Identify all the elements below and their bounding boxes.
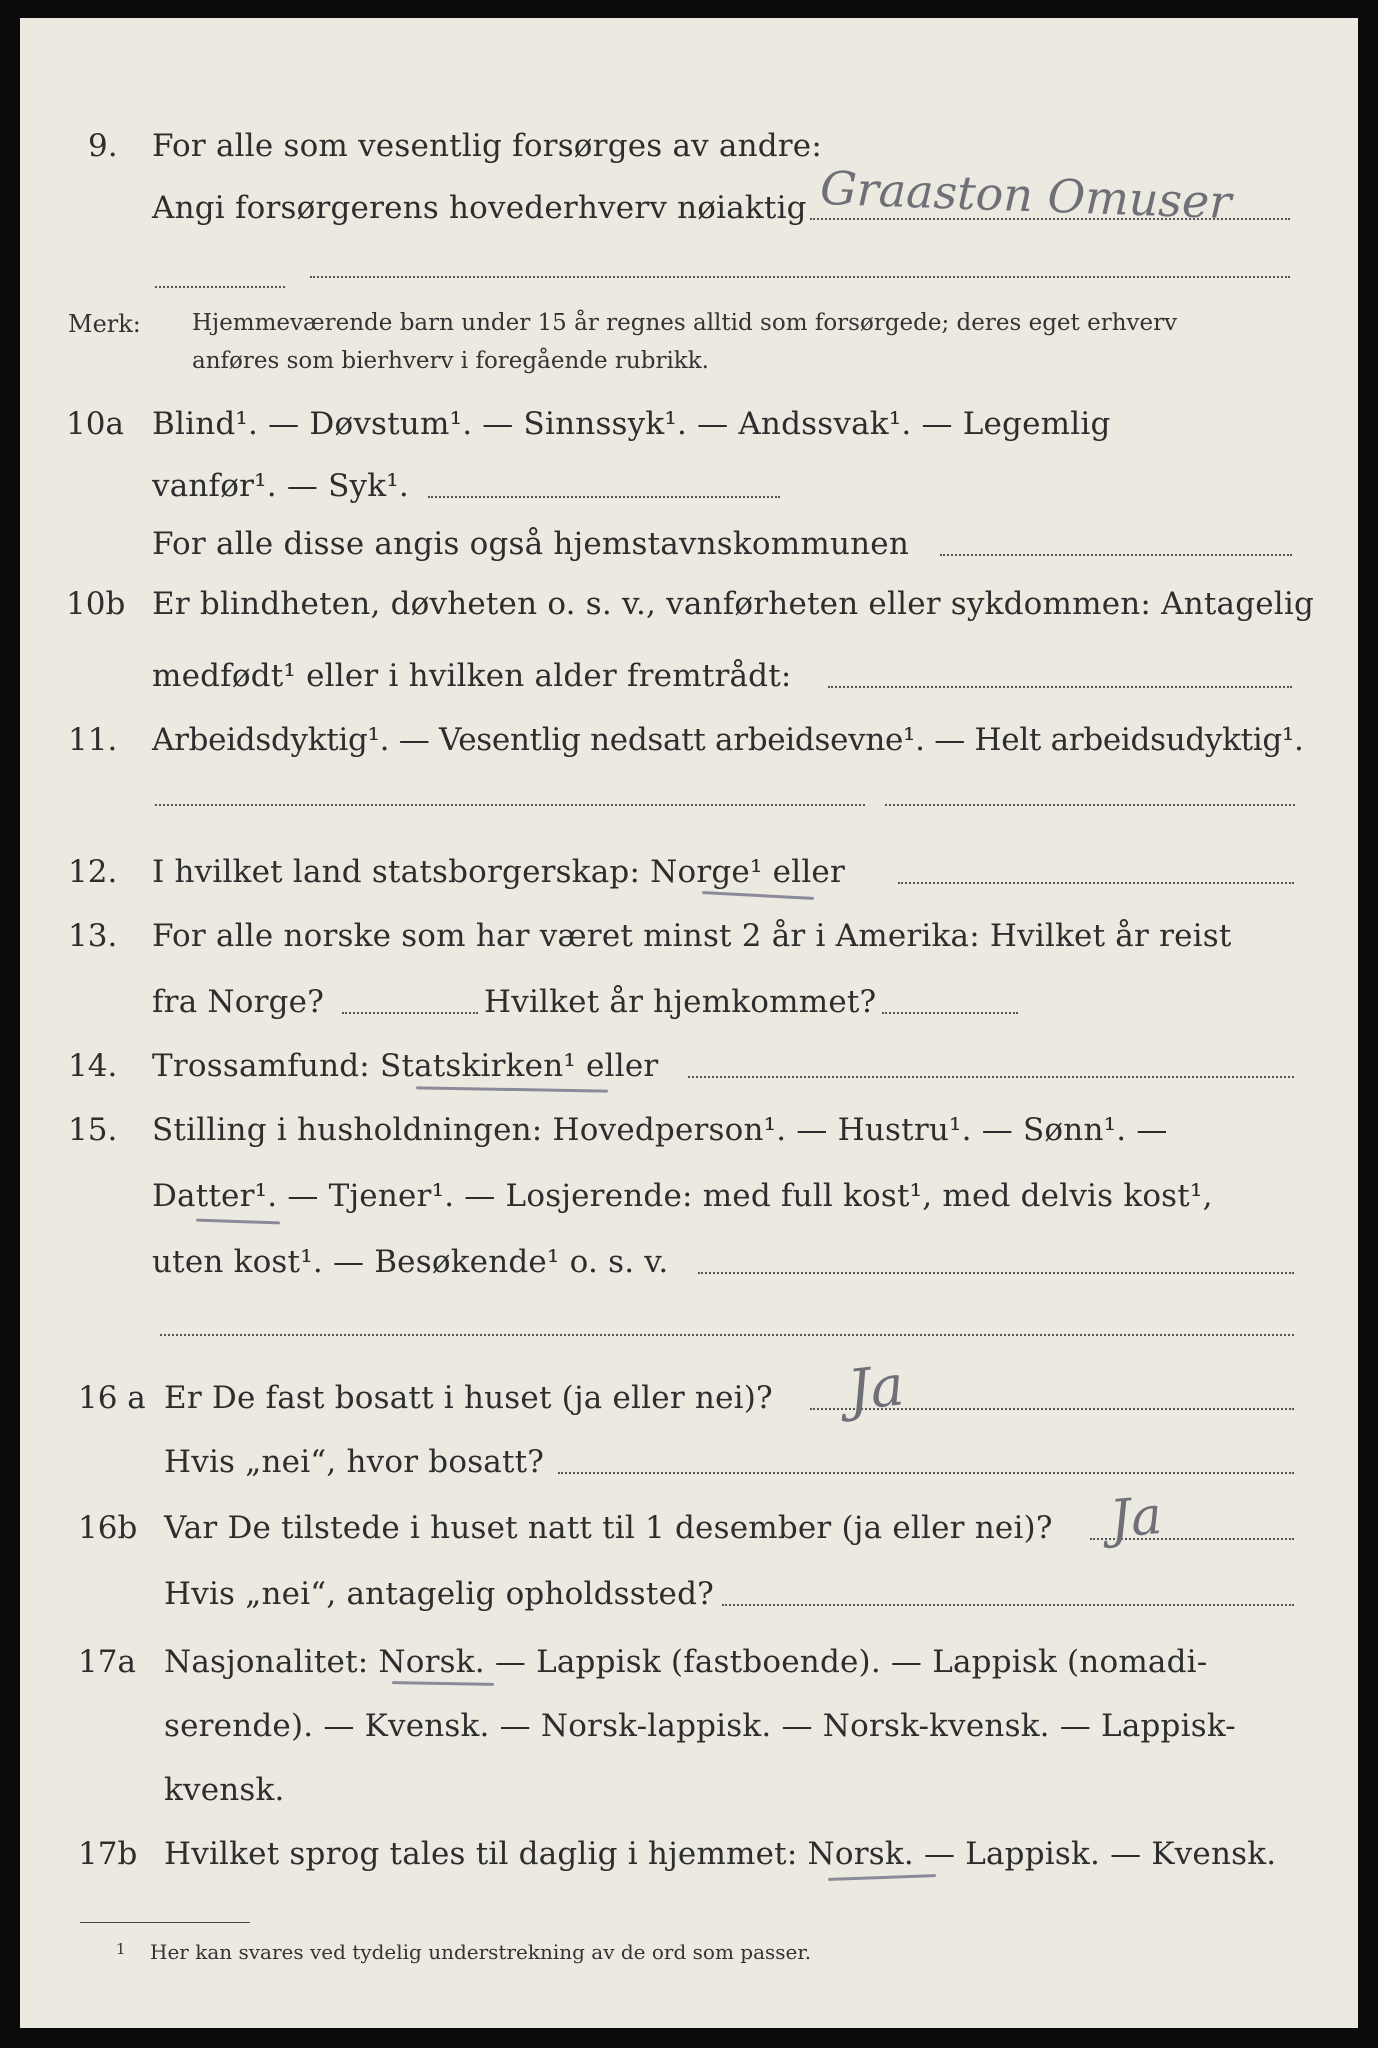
q14-line1: Trossamfund: Statskirken¹ eller [152, 1048, 659, 1084]
footnote-mark: 1 [116, 1940, 126, 1958]
q10b-line1: Er blindheten, døvheten o. s. v., vanførheten eller sykdommen: Antagelig [152, 586, 1315, 622]
merk-line1: Hjemmeværende barn under 15 år regnes alltid som forsørgede; deres eget erhverv [192, 310, 1178, 336]
q15-line2: Datter¹. — Tjener¹. — Losjerende: med full kost¹, med delvis kost¹, [152, 1178, 1213, 1214]
footnote-rule [80, 1922, 250, 1923]
q17a-line1: Nasjonalitet: Norsk. — Lappisk (fastboende). — Lappisk (nomadi- [164, 1644, 1208, 1680]
q13-return-year-line [882, 1012, 1018, 1014]
q15-extra-line [160, 1334, 1294, 1336]
q10b-line2: medfødt¹ eller i hvilken alder fremtrådt: [152, 658, 792, 694]
q10b-age-line [828, 686, 1292, 688]
q17b-number: 17b [78, 1836, 138, 1872]
q17b-norsk-underline [828, 1874, 936, 1881]
q16a-line2: Hvis „nei“, hvor bosatt? [164, 1444, 545, 1480]
q12-line1: I hvilket land statsborgerskap: Norge¹ eller [152, 854, 845, 890]
q9-extra-line-b [310, 276, 1290, 278]
q16b-number: 16b [78, 1510, 138, 1546]
q12-norge-underline [702, 891, 814, 900]
q17a-line2: serende). — Kvensk. — Norsk-lappisk. — Norsk-kvensk. — Lappisk- [164, 1708, 1236, 1744]
q13-number: 13. [68, 918, 118, 954]
q14-faith-line [688, 1076, 1294, 1078]
q16a-handwritten-answer: Ja [844, 1353, 908, 1424]
q17a-norsk-underline [392, 1681, 494, 1686]
q10a-line3: For alle disse angis også hjemstavnskommunen [152, 526, 909, 562]
footnote-text: Her kan svares ved tydelig understrekning av de ord som passer. [150, 1940, 812, 1964]
q15-datter-underline [196, 1219, 280, 1225]
q11-number: 11. [68, 722, 118, 758]
q17b-line1: Hvilket sprog tales til daglig i hjemmet: Norsk. — Lappisk. — Kvensk. [164, 1836, 1277, 1872]
q10a-hometown-line [940, 554, 1292, 556]
merk-label: Merk: [68, 310, 141, 338]
q9-line2: Angi forsørgerens hovederhverv nøiaktig [152, 190, 807, 226]
q9-extra-line-a [155, 286, 285, 288]
q9-handwritten-answer: Graaston Omuser [819, 160, 1233, 230]
q15-line1: Stilling i husholdningen: Hovedperson¹. — Hustru¹. — Sønn¹. — [152, 1112, 1168, 1148]
q10a-line2: vanfør¹. — Syk¹. [152, 468, 409, 504]
q12-country-line [898, 882, 1294, 884]
q16b-line1: Var De tilstede i huset natt til 1 desember (ja eller nei)? [164, 1510, 1053, 1546]
q9-number: 9. [88, 128, 118, 164]
q16b-line2: Hvis „nei“, antagelig opholdssted? [164, 1576, 714, 1612]
q15-line3: uten kost¹. — Besøkende¹ o. s. v. [152, 1244, 669, 1280]
q10a-sick-line [428, 496, 780, 498]
q10a-line1: Blind¹. — Døvstum¹. — Sinnssyk¹. — Andssvak¹. — Legemlig [152, 406, 1111, 442]
q13-left-year-line [342, 1012, 478, 1014]
q16b-location-line [722, 1604, 1294, 1606]
q15-number: 15. [68, 1112, 118, 1148]
q9-line1: For alle som vesentlig forsørges av andre: [152, 128, 822, 164]
q11-line-a [155, 804, 865, 806]
q16a-number: 16 a [78, 1380, 146, 1416]
q11-line1: Arbeidsdyktig¹. — Vesentlig nedsatt arbeidsevne¹. — Helt arbeidsudyktig¹. [152, 722, 1304, 758]
q17a-line3: kvensk. [164, 1772, 285, 1808]
merk-line2: anføres som bierhverv i foregående rubrikk. [192, 348, 709, 374]
q10b-number: 10b [66, 586, 126, 622]
q14-statskirken-underline [416, 1086, 608, 1092]
census-form-page [20, 18, 1358, 2028]
q13-line2b: Hvilket år hjemkommet? [484, 984, 877, 1020]
q15-position-line [698, 1272, 1294, 1274]
q17a-number: 17a [78, 1644, 136, 1680]
q14-number: 14. [68, 1048, 118, 1084]
q11-line-b [885, 804, 1295, 806]
q16b-handwritten-answer: Ja [1107, 1485, 1165, 1551]
q16a-where-line [558, 1472, 1294, 1474]
q13-line2a: fra Norge? [152, 984, 325, 1020]
q12-number: 12. [68, 854, 118, 890]
q16a-line1: Er De fast bosatt i huset (ja eller nei)? [164, 1380, 773, 1416]
q13-line1: For alle norske som har været minst 2 år i Amerika: Hvilket år reist [152, 918, 1232, 954]
q10a-number: 10a [66, 406, 124, 442]
